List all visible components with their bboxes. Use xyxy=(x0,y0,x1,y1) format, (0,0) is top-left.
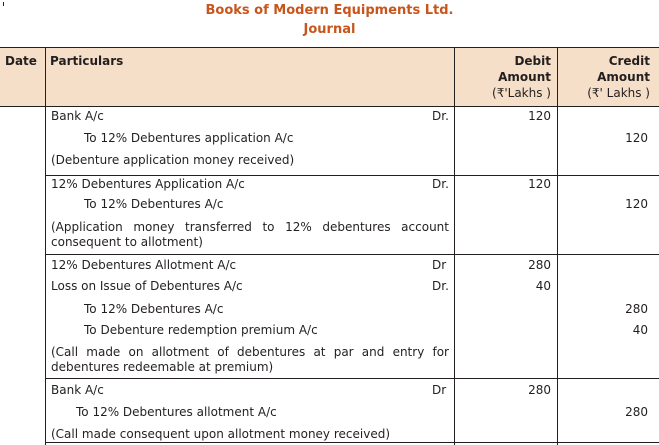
dr-marker: Dr xyxy=(432,383,447,397)
debit-header: Debit Amount (₹'Lakhs ) xyxy=(492,54,551,100)
particulars-header: Particulars xyxy=(50,54,124,68)
date-column-divider xyxy=(45,47,46,445)
company-title: Books of Modern Equipments Ltd. xyxy=(205,3,454,18)
dr-marker: Dr. xyxy=(432,177,449,191)
debit-amount: 40 xyxy=(535,279,551,293)
credit-amount: 120 xyxy=(625,131,648,145)
ledger-line: To 12% Debentures allotment A/c xyxy=(76,405,277,419)
ledger-line: Bank A/c xyxy=(51,109,104,123)
credit-header: Credit Amount (₹' Lakhs ) xyxy=(587,54,650,100)
dr-marker: Dr. xyxy=(432,109,449,123)
narration: (Call made on allotment of debentures at par and entry for debentures redeemable at premium) xyxy=(51,345,449,374)
entry-separator xyxy=(45,175,659,176)
journal-table xyxy=(0,47,659,445)
debit-column-divider xyxy=(557,47,558,445)
header-bottom-border xyxy=(0,106,659,107)
date-header: Date xyxy=(5,54,37,68)
credit-amount: 120 xyxy=(625,197,648,211)
credit-amount: 40 xyxy=(632,323,648,337)
table-top-border xyxy=(0,47,659,48)
debit-amount: 280 xyxy=(528,383,551,397)
ledger-line: Loss on Issue of Debentures A/c xyxy=(51,279,243,293)
ledger-line: 12% Debentures Allotment A/c xyxy=(51,258,237,272)
ledger-line: To 12% Debentures application A/c xyxy=(84,131,294,145)
journal-title: Journal xyxy=(303,22,356,37)
dr-marker: Dr. xyxy=(432,279,449,293)
credit-amount: 280 xyxy=(625,405,648,419)
ledger-line: Bank A/c xyxy=(51,383,104,397)
ledger-line: To 12% Debentures A/c xyxy=(84,302,224,316)
credit-amount: 280 xyxy=(625,302,648,316)
debit-amount: 120 xyxy=(528,177,551,191)
entry-separator xyxy=(45,254,659,255)
entry-separator xyxy=(45,378,659,379)
debit-amount: 120 xyxy=(528,109,551,123)
dr-marker: Dr xyxy=(432,258,447,272)
entry-separator xyxy=(45,442,659,443)
ledger-line: To Debenture redemption premium A/c xyxy=(84,323,318,337)
narration: (Debenture application money received) xyxy=(51,153,295,167)
ledger-line: 12% Debentures Application A/c xyxy=(51,177,245,191)
narration: (Call made consequent upon allotment money received) xyxy=(51,427,390,441)
particulars-column-divider xyxy=(454,47,455,445)
narration: (Application money transferred to 12% debentures account consequent to allotment) xyxy=(51,220,449,249)
debit-amount: 280 xyxy=(528,258,551,272)
ledger-line: To 12% Debentures A/c xyxy=(84,197,224,211)
